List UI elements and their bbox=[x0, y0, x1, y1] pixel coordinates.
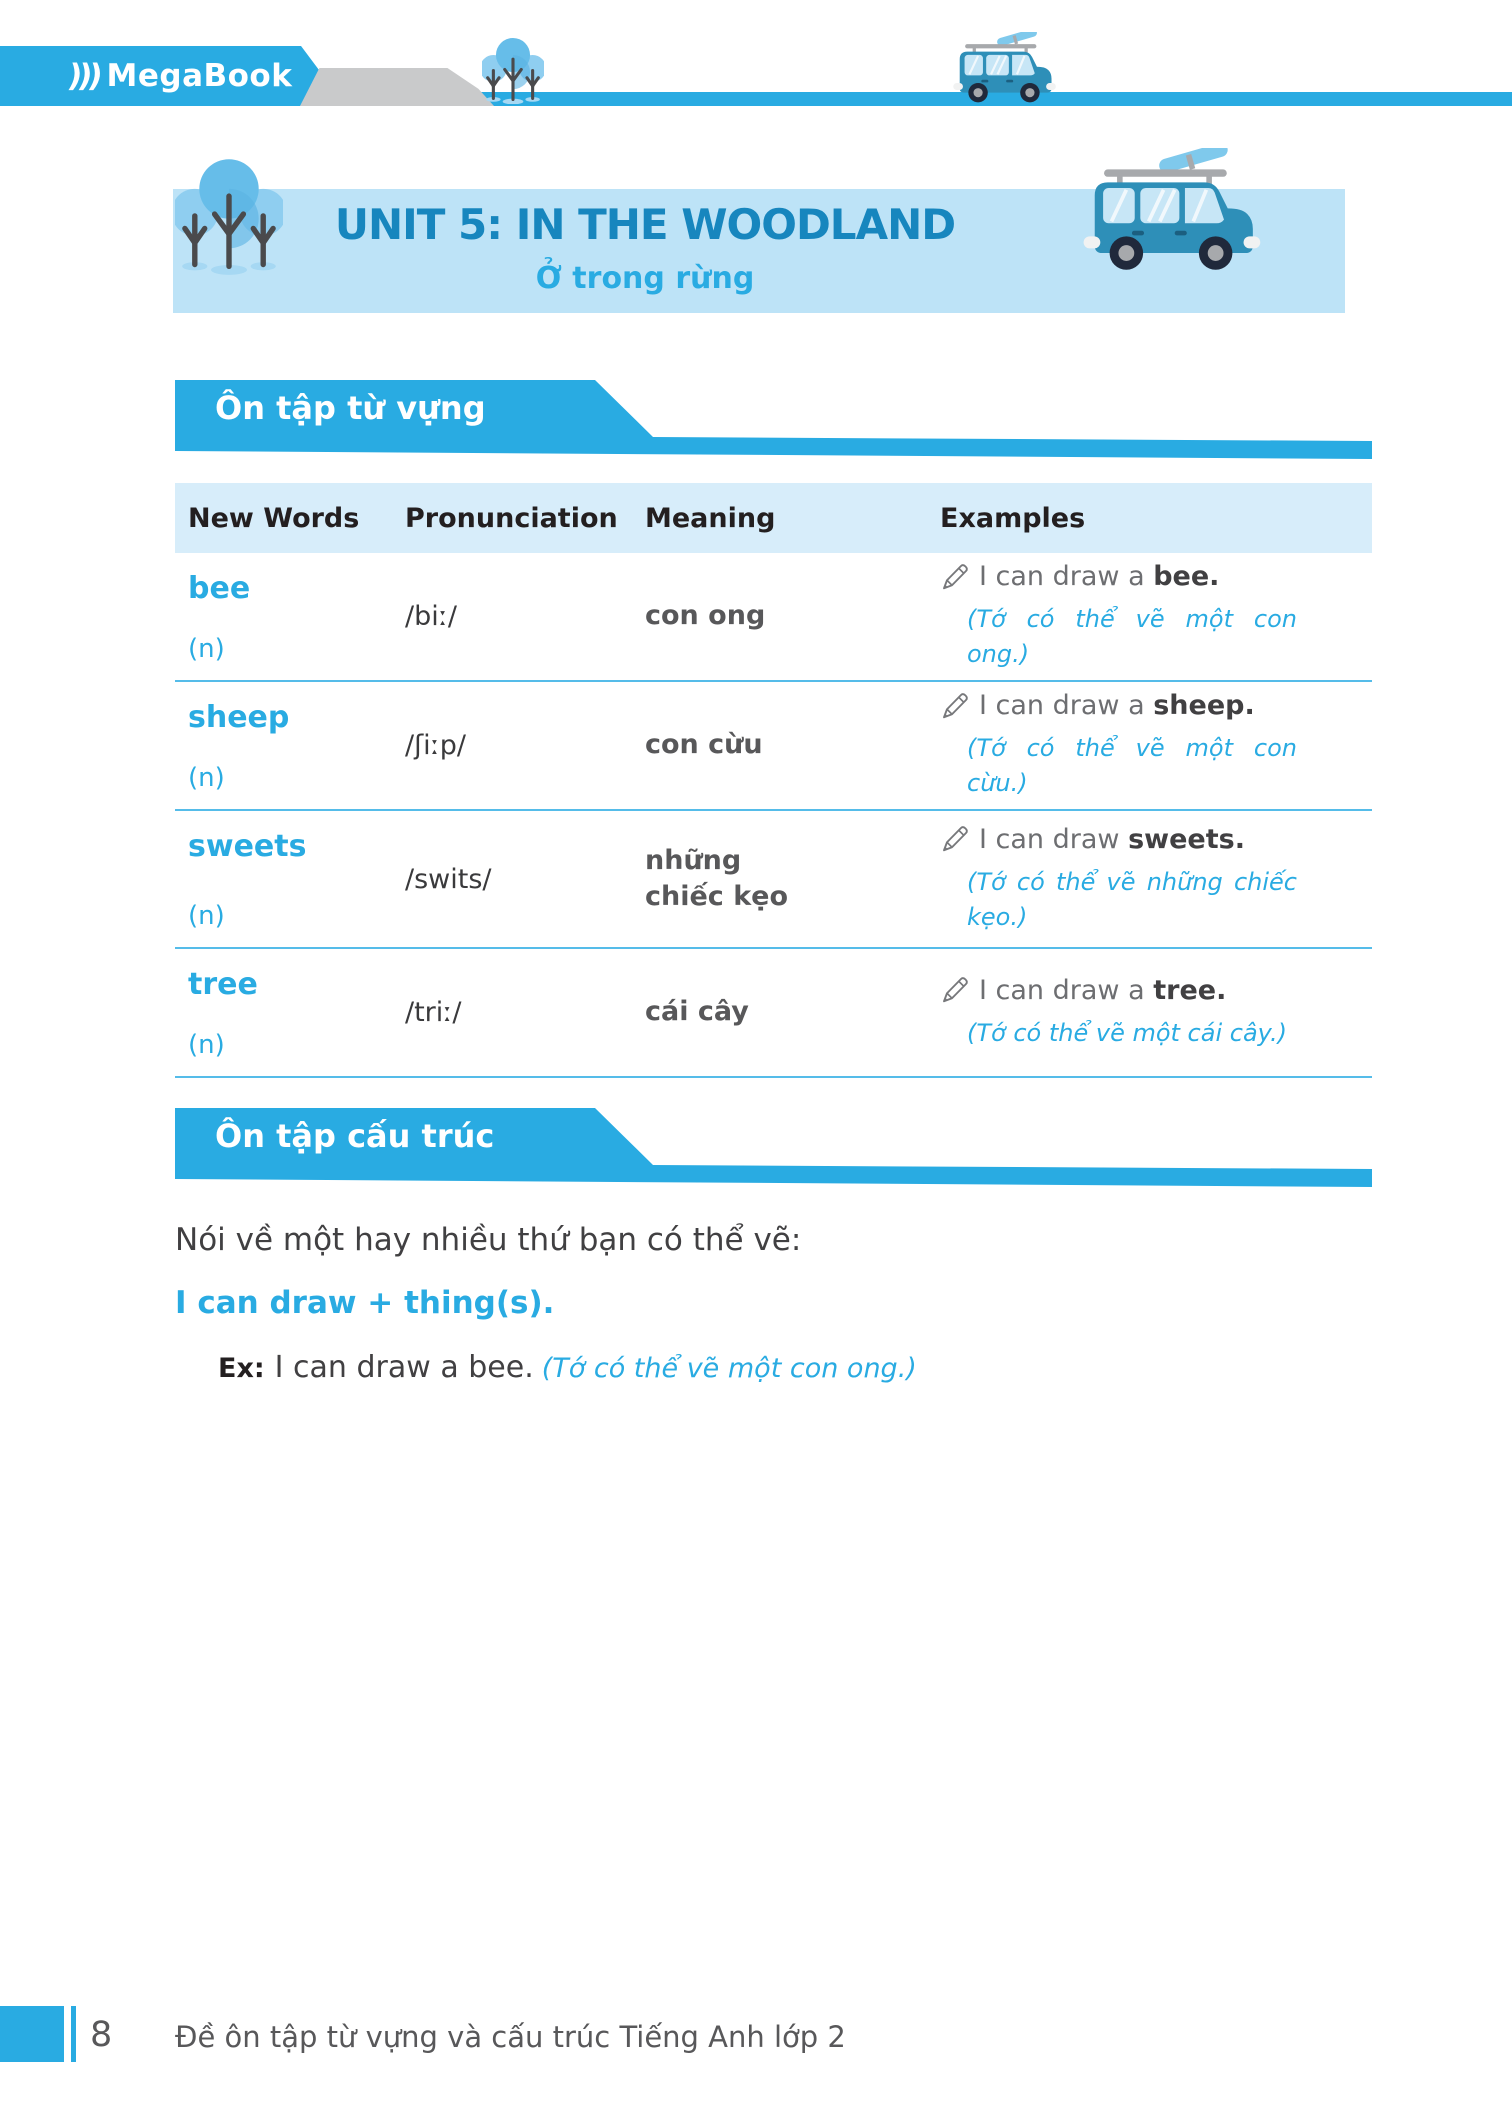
gray-hill-shape bbox=[300, 68, 494, 106]
new-word: sheep bbox=[188, 700, 290, 735]
trees-icon bbox=[482, 36, 544, 104]
pencil-icon bbox=[940, 562, 970, 592]
pronunciation-cell: /triː/ bbox=[405, 997, 462, 1028]
unit-title: UNIT 5: IN THE WOODLAND bbox=[334, 200, 956, 249]
example-line bbox=[218, 1350, 917, 1385]
pronunciation-cell: /ʃiːp/ bbox=[405, 730, 467, 761]
example-sentence: I can draw sweets. bbox=[940, 824, 1358, 855]
pronunciation-cell: /swits/ bbox=[405, 863, 492, 895]
part-of-speech: (n) bbox=[188, 763, 225, 793]
example-translation: (Tớ có thể vẽ một con ong.) bbox=[967, 605, 1297, 668]
example-cell bbox=[940, 949, 1372, 1076]
part-of-speech: (n) bbox=[188, 901, 225, 931]
meaning-cell: cái cây bbox=[645, 996, 749, 1028]
meaning-cell: con ong bbox=[645, 600, 766, 632]
column-header-pronunciation: Pronunciation bbox=[405, 502, 618, 534]
example-translation: (Tớ có thể vẽ những chiếc kẹo.) bbox=[967, 867, 1297, 931]
structure-section-title: Ôn tập cấu trúc bbox=[215, 1117, 495, 1155]
table-row bbox=[175, 811, 1372, 949]
table-row bbox=[175, 949, 1372, 1078]
example-line-translation: (Tớ có thể vẽ một con ong.) bbox=[541, 1353, 917, 1384]
part-of-speech: (n) bbox=[188, 634, 225, 664]
brand-chevrons-icon: ))) bbox=[65, 58, 102, 94]
table-row bbox=[175, 682, 1372, 811]
car-icon bbox=[950, 32, 1058, 108]
column-header-new-words: New Words bbox=[188, 502, 360, 534]
meaning-cell: những chiếc kẹo bbox=[645, 844, 789, 912]
new-word: bee bbox=[188, 571, 251, 606]
pencil-icon bbox=[940, 824, 970, 854]
word-cell bbox=[175, 682, 405, 809]
vocab-table bbox=[175, 483, 1372, 1078]
footer-accent-block bbox=[0, 2006, 64, 2062]
brand-name: MegaBook bbox=[106, 58, 293, 94]
unit-subtitle: Ở trong rừng bbox=[535, 261, 755, 296]
pronunciation-cell: /biː/ bbox=[405, 601, 457, 632]
example-sentence: I can draw a tree. bbox=[940, 975, 1358, 1006]
example-label: Ex: bbox=[218, 1353, 265, 1384]
table-row bbox=[175, 553, 1372, 682]
brand-logo bbox=[65, 58, 293, 94]
new-word: tree bbox=[188, 967, 258, 1002]
word-cell bbox=[175, 553, 405, 680]
car-illustration bbox=[1078, 148, 1264, 280]
word-cell bbox=[175, 949, 405, 1076]
table-header-row bbox=[175, 483, 1372, 553]
example-sentence: I can draw a sheep. bbox=[940, 690, 1358, 721]
footer-text: Đề ôn tập từ vựng và cấu trúc Tiếng Anh lớp 2 bbox=[175, 2020, 846, 2054]
part-of-speech: (n) bbox=[188, 1030, 225, 1060]
column-header-examples: Examples bbox=[940, 502, 1086, 534]
footer-accent-line bbox=[71, 2006, 76, 2062]
meaning-cell: con cừu bbox=[645, 729, 763, 761]
new-word: sweets bbox=[188, 829, 307, 864]
example-cell bbox=[940, 553, 1372, 680]
word-cell bbox=[175, 811, 405, 947]
trees-illustration bbox=[175, 155, 283, 275]
structure-pattern: I can draw + thing(s). bbox=[175, 1285, 555, 1321]
pencil-icon bbox=[940, 691, 970, 721]
example-cell bbox=[940, 682, 1372, 809]
column-header-meaning: Meaning bbox=[645, 502, 776, 534]
example-translation: (Tớ có thể vẽ một cái cây.) bbox=[967, 1018, 1287, 1047]
section-ribbon-structure bbox=[175, 1108, 1372, 1188]
example-translation: (Tớ có thể vẽ một con cừu.) bbox=[967, 734, 1297, 797]
structure-intro: Nói về một hay nhiều thứ bạn có thể vẽ: bbox=[175, 1222, 802, 1258]
example-sentence: I can draw a bee. bbox=[940, 561, 1358, 592]
example-cell bbox=[940, 811, 1372, 947]
example-text: I can draw a bee. bbox=[274, 1350, 534, 1385]
section-ribbon-vocab bbox=[175, 380, 1372, 460]
vocab-section-title: Ôn tập từ vựng bbox=[215, 389, 486, 427]
page-number: 8 bbox=[90, 2015, 113, 2055]
pencil-icon bbox=[940, 975, 970, 1005]
